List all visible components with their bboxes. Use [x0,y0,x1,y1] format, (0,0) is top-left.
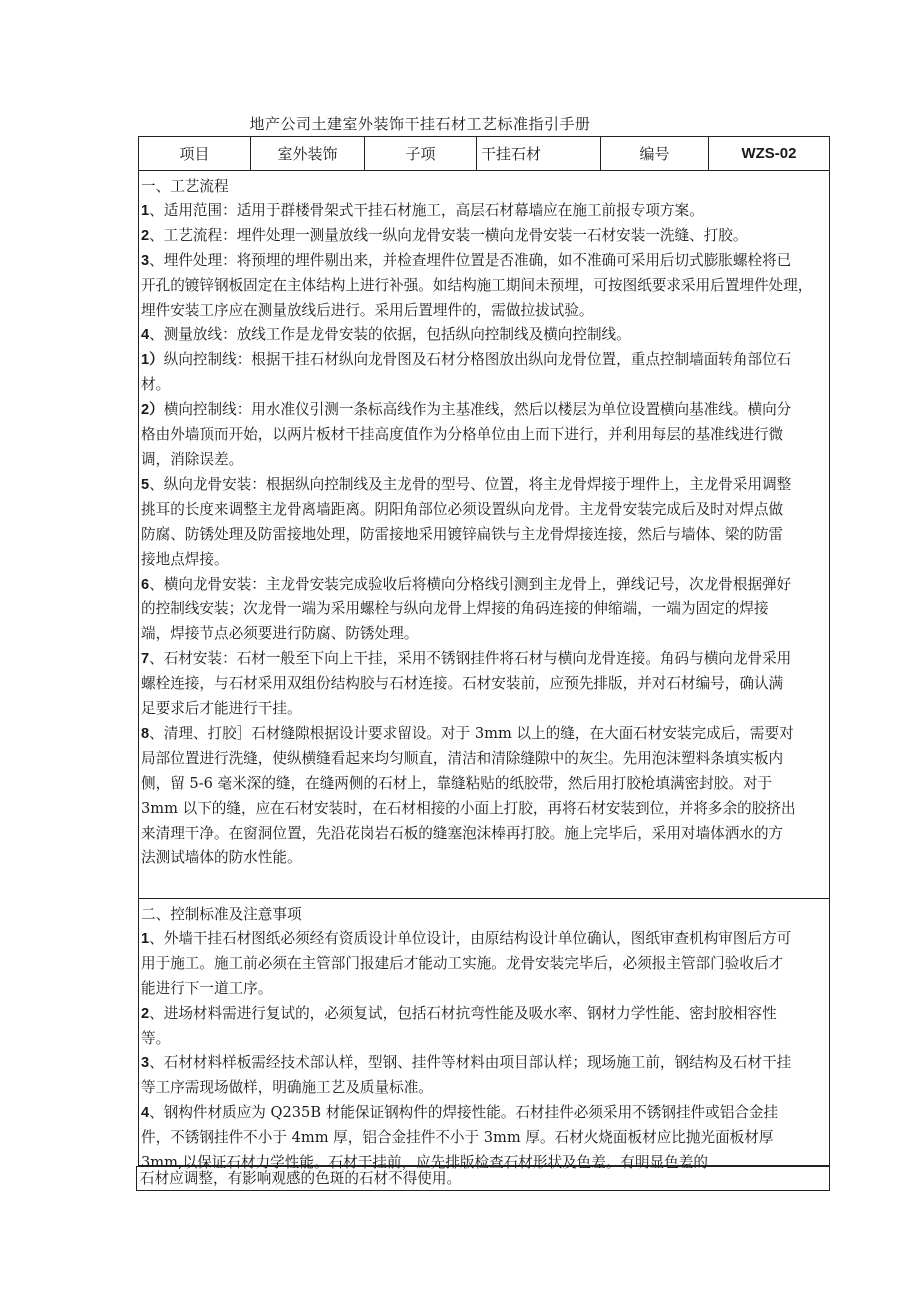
paragraph-line [141,573,829,598]
paragraph-line [141,498,829,523]
paragraph-line [141,647,829,672]
line-text: 、钢构件材质应为 Q235B 材能保证钢构件的焊接性能。石材挂件必须采用不锈钢挂件或铝合金挂 [149,1104,779,1122]
document-title: 地产公司土建室外装饰干挂石材工艺标准指引手册 [249,115,591,133]
line-text: 、进场材料需进行复试的，必须复试，包括石材抗弯性能及吸水率、钢材力学性能、密封胶相容性 [149,1004,777,1022]
paragraph-line [141,1126,829,1151]
paragraph-line [141,772,829,797]
paragraph-line [141,323,829,348]
header-value-code: WZS-02 [741,145,797,162]
paragraph-line [141,1076,829,1101]
item-number: 3 [141,1055,150,1072]
line-text: 横向控制线：用水准仪引测一条标高线作为主基准线，然后以楼层为单位设置横向基准线。横向分 [163,401,792,419]
paragraph-line [141,622,829,647]
line-text: 、石材材料样板需经技术部认样，型钢、挂件等材料由项目部认样；现场施工前，钢结构及石材干挂 [149,1054,792,1072]
line-text: 、清理、打胶］石材缝隙根据设计要求留设。对于 3mm 以上的缝，在大面石材安装完成后，需要对 [149,724,794,742]
paragraph-line [141,224,829,249]
line-text: 等。 [141,1029,171,1047]
paragraph-line [141,348,829,373]
line-text: 调，消除误差。 [141,450,244,468]
paragraph-line [141,977,829,1002]
paragraph-line [141,722,829,747]
paragraph-line [141,523,829,548]
item-number: 4 [141,327,150,344]
paragraph-line [141,597,829,622]
header-label-project: 项目 [139,137,251,170]
line-text: 足要求后才能进行干挂。 [141,700,302,718]
line-text: 埋件安装工序应在测量放线后进行。采用后置埋件的，需做拉拔试验。 [141,301,594,319]
paragraph-line [141,199,829,224]
paragraph-line [141,423,829,448]
item-number: 5 [141,476,150,493]
paragraph-line [141,274,829,299]
line-text: 挑耳的长度来调整主龙骨离墙距离。阴阳角部位必须设置纵向龙骨。主龙骨安装完成后及时对焊点做 [141,500,784,518]
line-text: 法测试墙体的防水性能。 [141,849,302,867]
spec-table [138,136,830,1172]
item-number: 1 [141,930,150,947]
line-text: 端，焊接节点必须要进行防腐、防锈处理。 [141,625,419,643]
paragraph-line [141,747,829,772]
line-text: 防腐、防锈处理及防雷接地处理，防雷接地采用镀锌扁铁与主龙骨焊接连接，然后与墙体、梁的防雷 [141,525,784,543]
paragraph-line [141,1027,829,1052]
header-value-subitem: 干挂石材 [477,137,601,170]
line-text: 、工艺流程：埋件处理一测量放线一纵向龙骨安装一横向龙骨安装一石材安装一洗缝、打胶。 [149,226,748,244]
line-text: 、横向龙骨安装：主龙骨安装完成验收后将横向分格线引测到主龙骨上，弹线记号，次龙骨根据弹好 [149,575,792,593]
line-text: 、适用范围：适用于群楼骨架式干挂石材施工，高层石材幕墙应在施工前报专项方案。 [149,201,704,219]
line-text: 等工序需现场做样，明确施工艺及质量标准。 [141,1079,433,1097]
line-text: 、埋件处理：将预埋的埋件剔出来，并检查埋件位置是否准确，如不准确可采用后切式膨胀螺栓将已 [149,251,792,269]
item-number: 1） [141,352,164,369]
item-number: 8 [141,725,150,742]
paragraph-line [141,398,829,423]
line-text: 螺栓连接，与石材采用双组份结构胶与石材连接。石材安装前，应预先排版，并对石材编号，确认满 [141,675,784,693]
continuation-line: 石材应调整，有影响观感的色斑的石材不得使用。 [136,1166,830,1191]
paragraph-line [141,1002,829,1027]
line-text: 开孔的镀锌钢板固定在主体结构上进行补强。如结构施工期间未预埋，可按图纸要求采用后置埋件处理， [141,276,813,294]
item-number: 4 [141,1105,150,1122]
item-number: 6 [141,576,150,593]
line-text: 局部位置进行洗缝，使纵横缝看起来均匀顺直，清洁和清除缝隙中的灰尘。先用泡沫塑料条填实板内 [141,749,784,767]
paragraph-line [141,249,829,274]
paragraph-line [141,672,829,697]
header-label-subitem: 子项 [365,137,477,170]
paragraph-line [141,927,829,952]
item-number: 2） [141,402,164,419]
paragraph-line [141,448,829,473]
header-label-code: 编号 [601,137,709,170]
paragraph-line [141,299,829,324]
line-text: 件，不锈钢挂件不小于 4mm 厚，铝合金挂件不小于 3mm 厚。石材火烧面板材应比抛光面板材厚 [141,1129,774,1147]
line-text: 用于施工。施工前必须在主管部门报建后才能动工实施。龙骨安装完毕后，必须报主管部门验收后才 [141,954,784,972]
paragraph-line [141,1051,829,1076]
header-value-project: 室外装饰 [251,137,365,170]
line-text: 、纵向龙骨安装：根据纵向控制线及主龙骨的型号、位置，将主龙骨焊接于埋件上，主龙骨采用调整 [149,475,792,493]
paragraph-line [141,548,829,573]
line-text: 材。 [141,376,171,394]
paragraph-line [141,697,829,722]
paragraph-line [141,1101,829,1126]
line-text: 3mm 以下的缝，应在石材安装时，在石材相接的小面上打胶，再将石材安装到位，并将多余的胶挤出 [141,799,796,817]
item-number: 7 [141,651,150,668]
line-text: 纵向控制线：根据干挂石材纵向龙骨图及石材分格图放出纵向龙骨位置，重点控制墙面转角部位石 [163,351,792,369]
section-heading: 二、控制标准及注意事项 [141,906,302,923]
section-control-standards [139,899,829,1172]
item-number: 2 [141,1005,150,1022]
line-text: 、外墙干挂石材图纸必须经有资质设计单位设计，由原结构设计单位确认，图纸审查机构审图后方可 [149,929,792,947]
line-text: 格由外墙顶而开始，以两片板材干挂高度值作为分格单位由上而下进行，并利用每层的基准线进行微 [141,426,784,444]
item-number: 1 [141,202,150,219]
line-text: 来清理干净。在窗洞位置，先沿花岗岩石板的缝塞泡沫棒再打胶。施上完毕后，采用对墙体洒水的方 [141,824,784,842]
line-text: 接地点焊接。 [141,550,229,568]
line-text: 、石材安装：石材一般至下向上干挂，采用不锈钢挂件将石材与横向龙骨连接。角码与横向龙骨采用 [149,650,792,668]
line-text: 能进行下一道工序。 [141,979,273,997]
paragraph-line [141,822,829,847]
item-number: 2 [141,227,150,244]
line-text: 的控制线安装；次龙骨一端为采用螺栓与纵向龙骨上焊接的角码连接的伸缩端，一端为固定的焊接 [141,600,769,618]
paragraph-line [141,952,829,977]
item-number: 3 [141,252,150,269]
section-process-flow [139,171,829,899]
line-text: 、测量放线：放线工作是龙骨安装的依据，包括纵向控制线及横向控制线。 [149,326,631,344]
paragraph-line [141,797,829,822]
paragraph-line [141,373,829,398]
paragraph-line [141,473,829,498]
header-row [139,137,829,171]
paragraph-line [141,846,829,871]
line-text: 侧，留 5-6 毫米深的缝，在缝两侧的石材上，靠缝粘贴的纸胶带，然后用打胶枪填满密封胶。对于 [141,774,773,792]
line-text: 3mm,以保证石材力学性能。石材干挂前，应先排版检查石材形状及色差。有明显色差的 [141,1154,708,1172]
section-heading: 一、工艺流程 [141,178,229,195]
